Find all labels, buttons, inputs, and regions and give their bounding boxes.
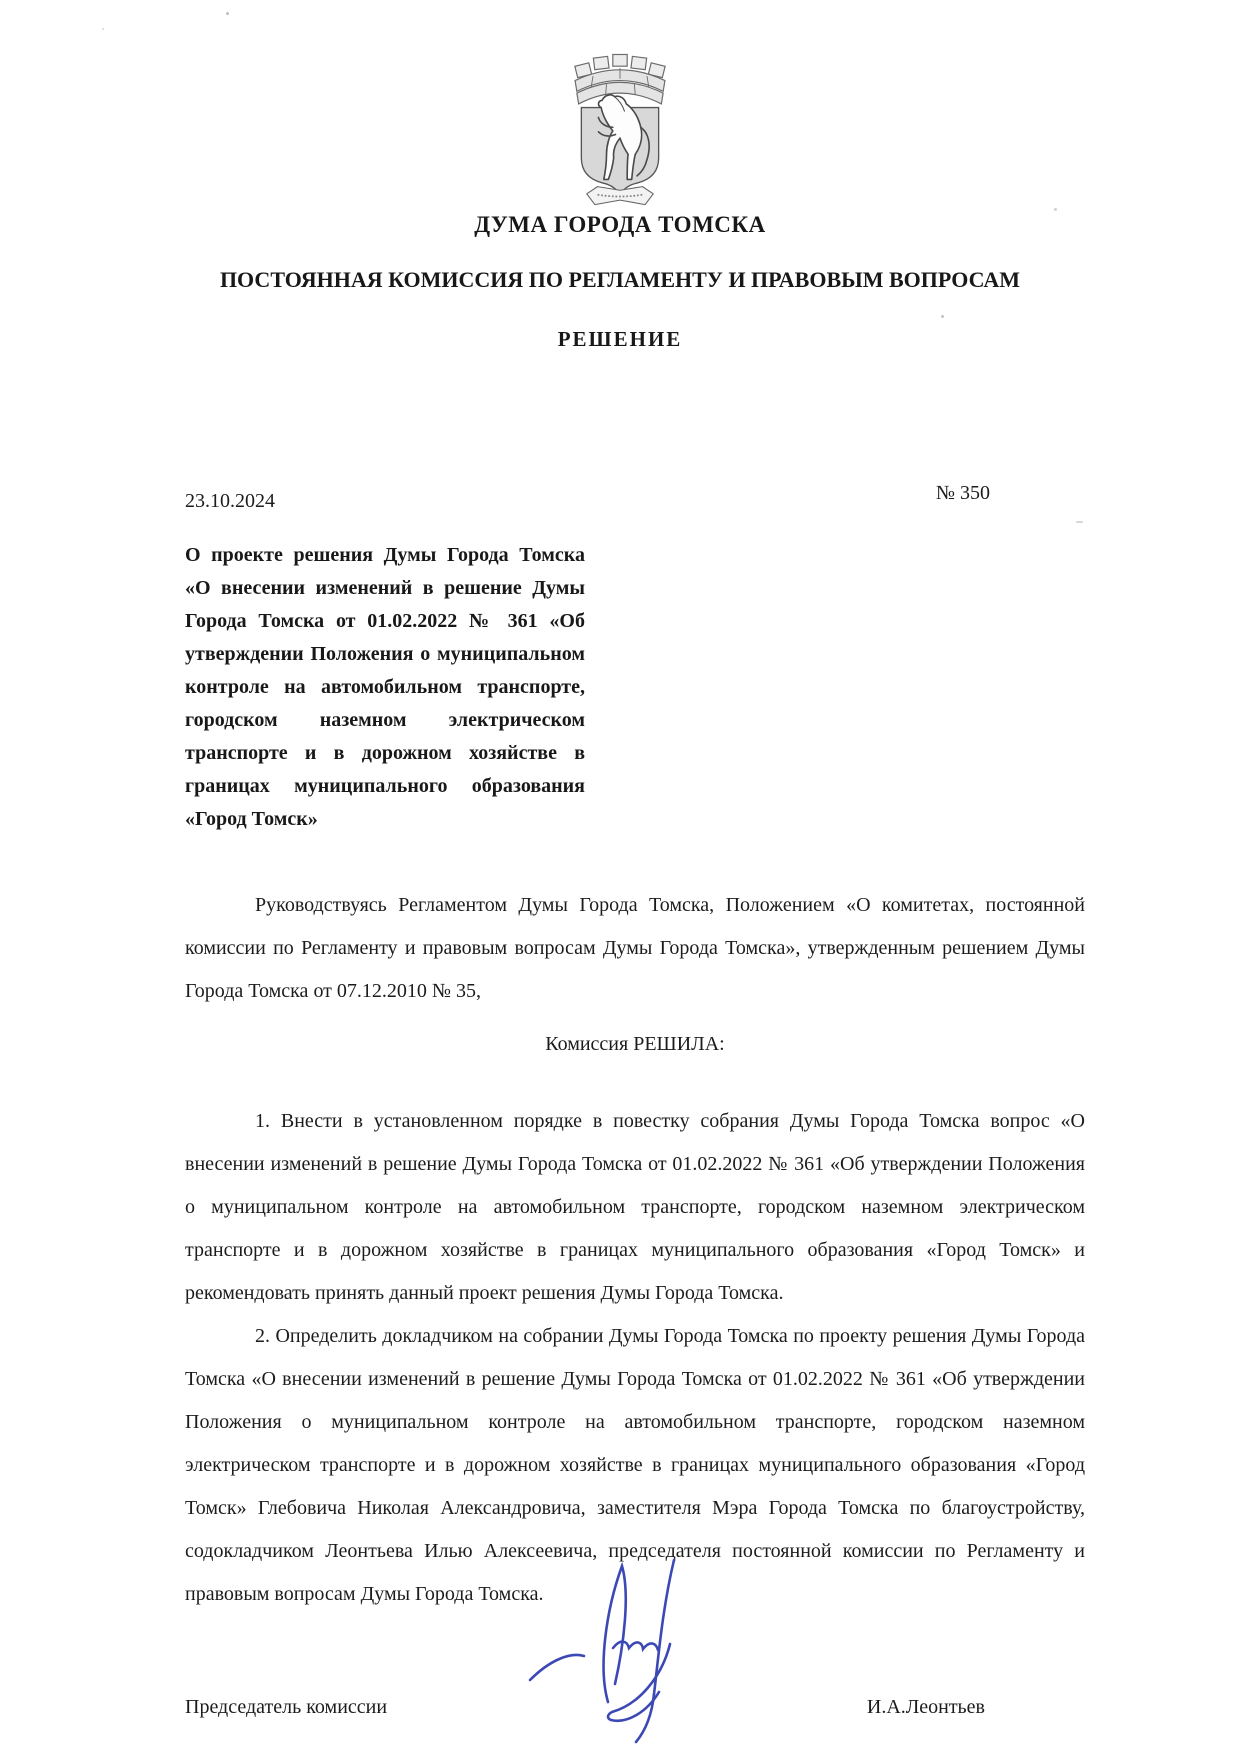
document-body	[0, 482, 1240, 1719]
scan-speck	[1076, 521, 1083, 523]
tomsk-coat-of-arms	[525, 50, 715, 210]
signature-row	[185, 1696, 1085, 1719]
resolution-item-2: 2. Определить докладчиком на собрании Думы Города Томска по проекту решения Думы Города Томска «О внесении изменений в решение Думы Города Томска от 01.02.2022 № 361 «Об утверждении Положения о муниципальном контроле на автомобильном транспорте, городском наземном электрическом транспорте и в дорожном хозяйстве в границах муниципального образования «Город Томск» Глебовича Николая Александровича, заместителя Мэра Города Томска по благоустройству, содокладчиком Леонтьева Илью Алексеевича, председателя постоянной комиссии по Регламенту и правовым вопросам Думы Города Томска.	[185, 1325, 1085, 1605]
document-number: № 350	[935, 482, 990, 504]
scan-speck	[226, 12, 229, 15]
resolution-heading: Комиссия РЕШИЛА:	[545, 1033, 725, 1055]
subject-block: О проекте решения Думы Города Томска «О внесении изменений в решение Думы Города Томска от 01.02.2022 № 361 «Об утверждении Положения о муниципальном контроле на автомобильном транспорте, городском наземном электрическом транспорте и в дорожном хозяйстве в границах муниципального образования «Город Томск»	[185, 544, 585, 830]
signature-role: Председатель комиссии	[185, 1696, 388, 1718]
document-date: 23.10.2024	[185, 490, 275, 512]
document-type-heading: РЕШЕНИЕ	[557, 327, 683, 351]
scan-speck	[102, 28, 104, 30]
meta-row	[185, 482, 1085, 513]
scan-speck	[1054, 208, 1057, 211]
resolution-item-1: 1. Внести в установленном порядке в повестку собрания Думы Города Томска вопрос «О внесении изменений в решение Думы Города Томска от 01.02.2022 № 361 «Об утверждении Положения о муниципальном контроле на автомобильном транспорте, городском наземном электрическом транспорте и в дорожном хозяйстве в границах муниципального образования «Город Томск» и рекомендовать принять данный проект решения Думы Города Томска.	[185, 1110, 1085, 1304]
commission-title: ПОСТОЯННАЯ КОМИССИЯ ПО РЕГЛАМЕНТУ И ПРАВОВЫМ ВОПРОСАМ	[219, 267, 1021, 292]
organization-title: ДУМА ГОРОДА ТОМСКА	[474, 212, 766, 237]
coat-of-arms-graphic	[525, 50, 715, 210]
signature-name: И.А.Леонтьев	[866, 1696, 985, 1718]
preamble-paragraph: Руководствуясь Регламентом Думы Города Томска, Положением «О комитетах, постоянной комиссии по Регламенту и правовым вопросам Думы Города Томска», утвержденным решением Думы Города Томска от 07.12.2010 № 35,	[185, 894, 1085, 1002]
resolution-items	[185, 1100, 1085, 1616]
scan-speck	[941, 315, 944, 318]
